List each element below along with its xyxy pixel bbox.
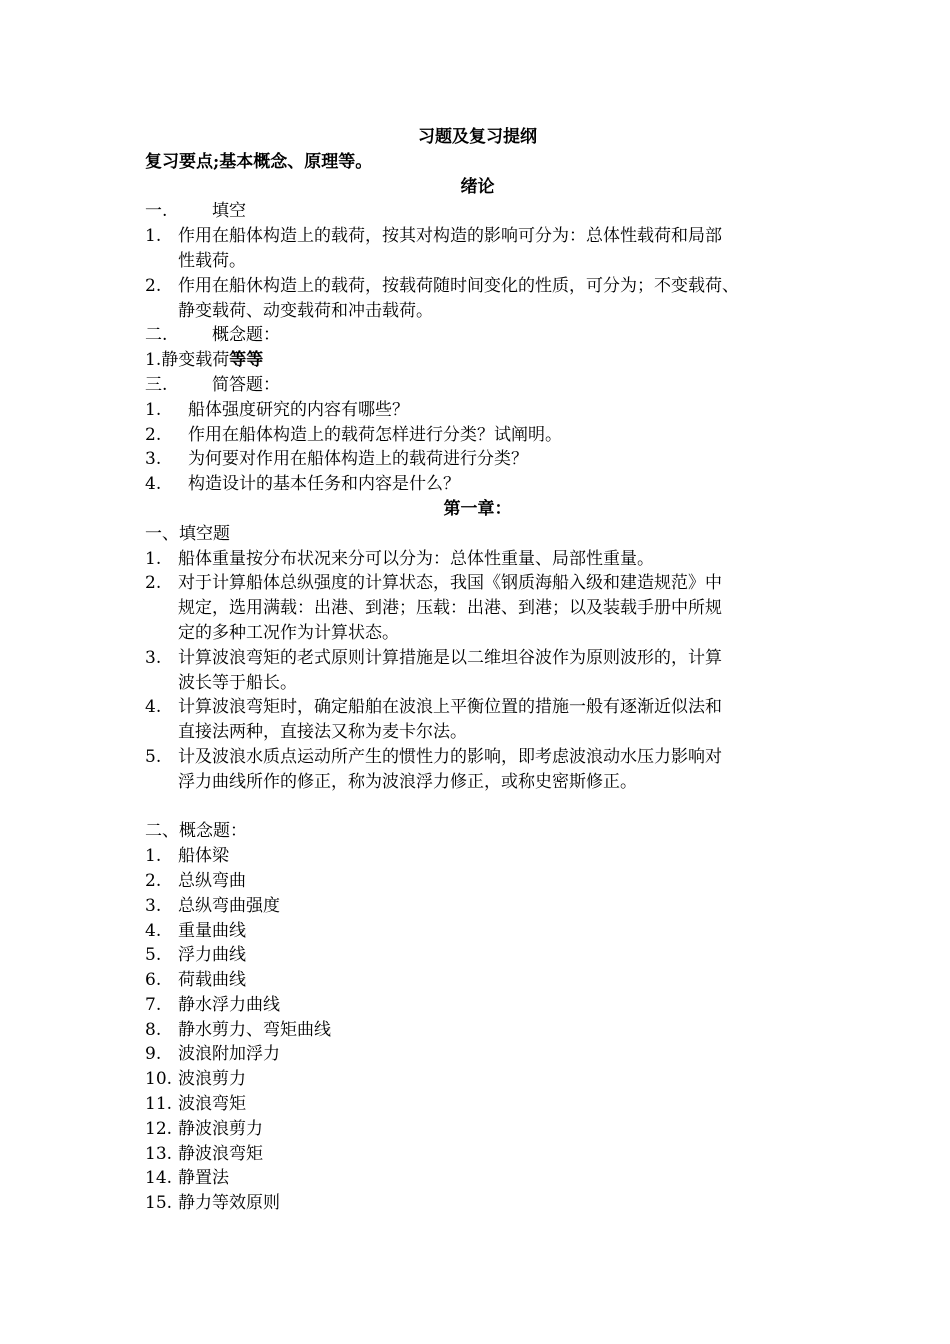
item-number: 1. <box>145 548 162 569</box>
item-number: 14. <box>145 1168 173 1189</box>
list-item <box>145 447 810 472</box>
item-text: 总纵弯曲 <box>178 870 246 891</box>
chapter1-fill-label: 一、填空题 <box>145 523 230 544</box>
list-item <box>145 423 810 448</box>
list-item <box>145 1166 810 1191</box>
list-item <box>145 695 810 745</box>
item-text: 作用在船休构造上的载荷，按载荷随时间变化的性质，可分为；不变载荷、 <box>178 275 739 296</box>
spacer <box>145 795 810 820</box>
item-number: 4. <box>145 920 162 941</box>
chapter1-concept-label: 二、概念题： <box>145 821 247 842</box>
list-item <box>145 1092 810 1117</box>
item-number: 9. <box>145 1044 162 1065</box>
intro-short-section <box>145 373 810 398</box>
item-text: 波浪剪力 <box>178 1069 246 1090</box>
intro-fill-section <box>145 199 810 224</box>
item-number: 11. <box>145 1094 173 1115</box>
list-item <box>145 844 810 869</box>
item-number: 13. <box>145 1143 173 1164</box>
item-number: 3. <box>145 895 162 916</box>
item-text: 波浪弯矩 <box>178 1094 246 1115</box>
list-item <box>145 1018 810 1043</box>
item-text: 静变载荷、动变载荷和冲击载荷。 <box>178 300 433 321</box>
list-item <box>145 547 810 572</box>
item-text: 静水剪力、弯矩曲线 <box>178 1019 331 1040</box>
intro-concept-section <box>145 323 810 348</box>
list-item <box>145 1117 810 1142</box>
list-item <box>145 646 810 696</box>
item-text: 对于计算船体总纵强度的计算状态，我国《钢质海船入级和建造规范》中 <box>178 573 722 594</box>
list-item <box>145 224 810 274</box>
item-text: 作用在船体构造上的载荷怎样进行分类？试阐明。 <box>188 424 562 445</box>
item-number: 2. <box>145 573 162 594</box>
section-number: 二. <box>145 325 168 346</box>
document-title: 习题及复习提纲 <box>418 127 537 147</box>
list-item <box>145 274 810 324</box>
item-text: 浮力曲线 <box>178 945 246 966</box>
item-text: 为何要对作用在船体构造上的载荷进行分类？ <box>188 449 528 470</box>
section-label: 简答题： <box>212 374 280 395</box>
item-text: 波长等于船长。 <box>178 672 297 693</box>
item-text: 总纵弯曲强度 <box>178 895 280 916</box>
item-text: 静水浮力曲线 <box>178 994 280 1015</box>
item-text: 船体重量按分布状况来分可以分为：总体性重量、局部性重量。 <box>178 548 654 569</box>
section-label: 填空 <box>212 201 246 222</box>
item-text: 性载荷。 <box>178 250 246 271</box>
item-text: 荷载曲线 <box>178 970 246 991</box>
item-text: 重量曲线 <box>178 920 246 941</box>
item-number: 15. <box>145 1193 173 1214</box>
list-item <box>145 1191 810 1216</box>
item-text: 船体强度研究的内容有哪些？ <box>188 399 409 420</box>
item-number: 2. <box>145 870 162 891</box>
section-number: 三. <box>145 374 168 395</box>
item-text: 静波浪弯矩 <box>178 1143 263 1164</box>
item-number: 7. <box>145 994 162 1015</box>
item-text: 静置法 <box>178 1168 229 1189</box>
item-number: 12. <box>145 1118 173 1139</box>
item-text: 规定，选用满载：出港、到港；压载：出港、到港；以及装载手册中所规 <box>178 598 722 619</box>
section-label: 概念题： <box>212 325 280 346</box>
list-item <box>145 571 810 645</box>
item-number: 5. <box>145 945 162 966</box>
item-number: 4. <box>145 474 162 495</box>
list-item <box>145 745 810 795</box>
item-number: 3. <box>145 449 162 470</box>
item-text: 计算波浪弯矩的老式原则计算措施是以二维坦谷波作为原则波形的，计算 <box>178 647 722 668</box>
list-item <box>145 869 810 894</box>
list-item <box>145 968 810 993</box>
item-text: 浮力曲线所作的修正，称为波浪浮力修正，或称史密斯修正。 <box>178 771 637 792</box>
item-number: 10. <box>145 1069 173 1090</box>
item-number: 2. <box>145 424 162 445</box>
item-text: 船体梁 <box>178 846 229 867</box>
item-text: 作用在船体构造上的载荷，按其对构造的影响可分为：总体性载荷和局部 <box>178 226 722 247</box>
list-item <box>145 894 810 919</box>
item-bold-suffix: 等等 <box>229 350 264 371</box>
list-item <box>145 398 810 423</box>
document-subtitle: 复习要点;基本概念、原理等。 <box>145 151 373 172</box>
list-item <box>145 472 810 497</box>
item-number: 1. <box>145 226 162 247</box>
concept-item <box>145 348 810 373</box>
item-text: 计及波浪水质点运动所产生的惯性力的影响，即考虑波浪动水压力影响对 <box>178 746 722 767</box>
item-number: 1. <box>145 846 162 867</box>
item-text: 计算波浪弯矩时，确定船舶在波浪上平衡位置的措施一般有逐渐近似法和 <box>178 697 722 718</box>
item-number: 1. <box>145 399 162 420</box>
item-number: 5. <box>145 746 162 767</box>
item-text: 构造设计的基本任务和内容是什么？ <box>188 474 460 495</box>
item-number: 6. <box>145 970 162 991</box>
document-page <box>145 125 810 1216</box>
item-number: 2. <box>145 275 162 296</box>
intro-heading: 绪论 <box>460 176 495 197</box>
list-item <box>145 943 810 968</box>
list-item <box>145 1067 810 1092</box>
item-number: 1. <box>145 350 162 371</box>
item-text: 波浪附加浮力 <box>178 1044 280 1065</box>
item-number: 8. <box>145 1019 162 1040</box>
list-item <box>145 1042 810 1067</box>
item-text: 静力等效原则 <box>178 1193 280 1214</box>
list-item <box>145 919 810 944</box>
list-item <box>145 993 810 1018</box>
item-text: 直接法两种，直接法又称为麦卡尔法。 <box>178 722 467 743</box>
chapter1-heading: 第一章： <box>443 498 512 519</box>
item-number: 4. <box>145 697 162 718</box>
item-text: 定的多种工况作为计算状态。 <box>178 622 399 643</box>
list-item <box>145 1142 810 1167</box>
item-number: 3. <box>145 647 162 668</box>
item-text: 静波浪剪力 <box>178 1118 263 1139</box>
section-number: 一. <box>145 201 168 222</box>
item-text: 静变载荷 <box>161 350 230 371</box>
